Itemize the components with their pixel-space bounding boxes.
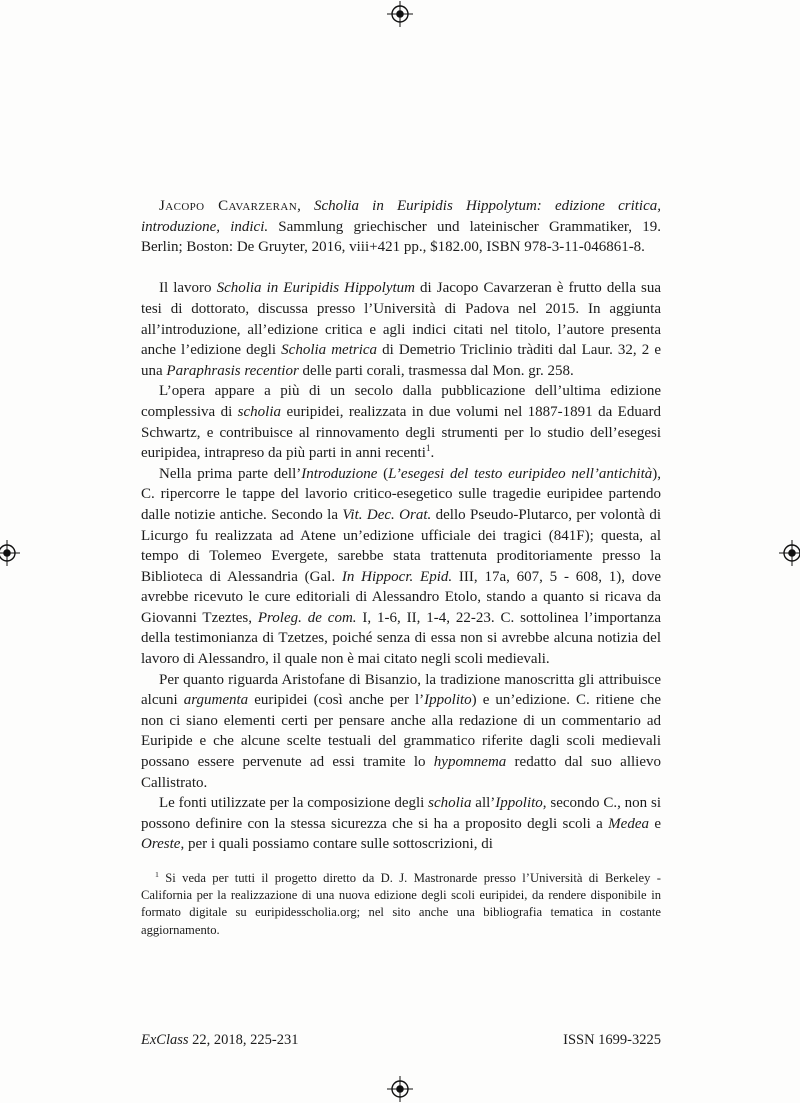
text-segment: L’opera appare a più di un secolo dalla pubblicazione dell’ultima edizione complessiva di (141, 383, 661, 420)
text-segment: Ippolito (495, 795, 543, 812)
registration-mark-left-icon (0, 540, 20, 566)
paragraph (141, 670, 661, 794)
text-segment: Le fonti utilizzate per la composizione degli (159, 795, 429, 812)
text-segment: hypomnema (433, 754, 507, 771)
text-segment: Scholia in Euripidis Hippolytum: edizione critica, introduzione, indici. (141, 198, 661, 235)
text-segment: dello Pseudo-Plutarco, per volontà di Licurgo fu realizzata ad Atene un’edizione ufficiale dei tragici (841F); questa, al tempo di Tolemeo Evergete, sarebbe stata trattenuta proditoriamente presso la Biblioteca di Alessandria (Gal. (141, 506, 661, 585)
text-segment: III, 17a, 607, 5 - 608, 1), dove avrebbe ricevuto le cure editoriali di Alessandro Etolo, stando a quanto si ricava da Giovanni Tzeztes, (141, 568, 661, 626)
text-segment: Il lavoro (159, 280, 217, 297)
text-segment: Nella prima parte dell’ (159, 465, 302, 482)
text-segment: In Hippocr. Epid. (341, 568, 453, 585)
registration-mark-top-icon (387, 1, 413, 27)
text-segment: Medea (608, 815, 649, 832)
text-segment: Oreste (141, 836, 181, 853)
text-segment: argumenta (183, 692, 249, 709)
text-segment: Proleg. de com. (257, 609, 357, 626)
footer-issn: ISSN 1699-3225 (563, 1032, 661, 1048)
text-segment: I, 1-6, II, 1-4, 22-23. C. sottolinea l’importanza della testimonianza di Tzetzes, poiché senza di essa non si avrebbe alcuna notizia del lavoro di Alessandro, il quale non è mai citato negli scoli medievali. (141, 609, 661, 668)
registration-mark-right-icon (779, 540, 800, 566)
text-segment: , per i quali possiamo contare sulle sottoscrizioni, di (180, 836, 493, 853)
text-segment: Jacopo Cavarzeran (159, 198, 298, 214)
text-segment: , (297, 198, 314, 214)
paragraph (141, 464, 661, 670)
text-segment: Ippolito (424, 692, 472, 709)
paragraph (141, 381, 661, 463)
text-segment: scholia (237, 403, 282, 420)
text-segment: 1 (155, 869, 159, 879)
text-segment: ( (377, 465, 389, 482)
text-segment: ) e un’edizione. C. ritiene che non ci siano elementi certi per pensare anche alla redazione di un commentario ad Euripide e che alcune scelte testuali del grammatico riferite dagli scoli medievali possano essere pervenute ad essi tramite lo (141, 692, 662, 771)
text-segment: , secondo C., non si possono definire con la stessa sicurezza che si ha a proposito degli scoli a (141, 795, 661, 832)
paragraph (141, 793, 661, 855)
text-segment: Scholia in Euripidis Hippolytum (216, 280, 416, 297)
text-segment: redatto dal suo allievo Callistrato. (141, 754, 661, 791)
text-segment: Vit. Dec. Orat. (342, 506, 432, 523)
text-segment: Scholia metrica (281, 342, 378, 359)
body-paragraphs (141, 278, 661, 855)
footer-journal-citation (141, 1031, 299, 1049)
text-segment: Sammlung griechischer und lateinischer Grammatiker, 19. Berlin; Boston: De Gruyter, 2016, viii+421 pp., $182.00, ISBN 978-3-11-046861-8. (141, 218, 661, 256)
book-citation (141, 196, 661, 258)
text-column (141, 196, 661, 951)
text-segment: di Demetrio Triclinio tràditi dal Laur. 32, 2 e una (141, 342, 661, 379)
paragraph (141, 278, 661, 381)
registration-mark-bottom-icon (387, 1076, 413, 1102)
text-segment: Introduzione (301, 465, 378, 482)
text-segment: euripidei, realizzata in due volumi nel 1887-1891 da Eduard Schwartz, e contribuisce al rinnovamento degli strumenti per lo studio dell’esegesi euripidea, intrapreso da più parti in anni recenti (141, 403, 661, 462)
text-segment: scholia (428, 795, 472, 812)
text-segment: ), C. ripercorre le tappe del lavorio critico-esegetico sulle tragedie euripidee partendo dalle notizie antiche. Secondo la (141, 465, 661, 523)
text-segment: e (648, 815, 661, 832)
text-segment: L’esegesi del testo euripideo nell’antichità (388, 465, 653, 482)
text-segment: Per quanto riguarda Aristofane di Bisanzio, la tradizione manoscritta gli attribuisce alcuni (141, 671, 661, 709)
text-segment: all’ (471, 795, 496, 812)
text-segment: di Jacopo Cavarzeran è frutto della sua tesi di dottorato, discussa presso l’Università di Padova nel 2015. In aggiunta all’introduzione, all’edizione critica e agli indici citati nel titolo, l’autore presenta anche l’edizione degli (141, 280, 662, 359)
text-segment: euripidei (così anche per l’ (248, 692, 425, 709)
journal-name: ExClass (141, 1032, 189, 1048)
footnote (141, 870, 661, 939)
text-segment: Paraphrasis recentior (166, 362, 299, 379)
text-segment: . (430, 445, 435, 462)
text-segment: 1 (425, 444, 431, 455)
text-segment: Si veda per tutti il progetto diretto da D. J. Mastronarde presso l’Università di Berkeley - California per la realizzazione di una nuova edizione degli scoli euripidei, da rendere disponibile in formato digitale su euripidesscholia.org; nel sito anche una bibliografia tematica in costante aggiornamento. (141, 871, 661, 937)
page-footer (141, 1031, 661, 1049)
text-segment: delle parti corali, trasmessa dal Mon. gr. 258. (298, 362, 574, 379)
footer-citation-rest: 22, 2018, 225-231 (188, 1032, 299, 1048)
